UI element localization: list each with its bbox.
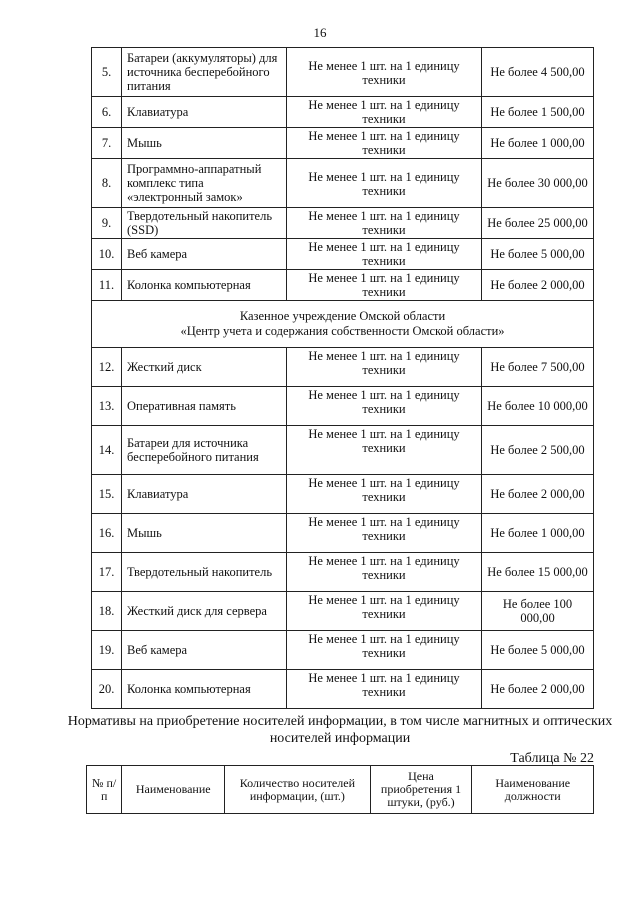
header-quantity: Количество носителей информации, (шт.) [225,766,370,814]
row-number: 18. [92,592,122,631]
section-title [92,301,594,348]
table-row [92,48,594,97]
item-price: Не более 100 000,00 [482,592,594,631]
item-name: Твердотельный накопитель (SSD) [122,208,287,239]
item-price: Не более 30 000,00 [482,159,594,208]
item-name: Веб камера [122,239,287,270]
item-price: Не более 5 000,00 [482,631,594,670]
item-price: Не более 4 500,00 [482,48,594,97]
item-name: Мышь [122,514,287,553]
row-number: 19. [92,631,122,670]
table-row [92,270,594,301]
table-row [92,348,594,387]
table-row [92,670,594,709]
page-number: 16 [313,25,327,40]
item-quantity: Не менее 1 шт. на 1 единицу техники [287,475,482,514]
row-number: 5. [92,48,122,97]
item-quantity: Не менее 1 шт. на 1 единицу техники [287,48,482,97]
section-title-line-1: Казенное учреждение Омской области [239,309,446,323]
row-number: 7. [92,128,122,159]
item-price: Не более 1 000,00 [482,128,594,159]
item-price: Не более 1 500,00 [482,97,594,128]
item-quantity: Не менее 1 шт. на 1 единицу техники [287,514,482,553]
item-price: Не более 15 000,00 [482,553,594,592]
header-position: Наименование должности [472,766,594,814]
item-name: Батареи (аккумуляторы) для источника бесперебойного питания [122,48,287,97]
table-22-header [86,765,594,814]
item-quantity: Не менее 1 шт. на 1 единицу техники [287,553,482,592]
header-price: Цена приобретения 1 штуки, (руб.) [370,766,472,814]
table-row [92,208,594,239]
header-name: Наименование [122,766,225,814]
item-name: Жесткий диск [122,348,287,387]
table-row [92,592,594,631]
row-number: 9. [92,208,122,239]
section-heading: Нормативы на приобретение носителей информации, в том числе магнитных и оптических носителей информации [67,714,613,746]
item-name: Клавиатура [122,97,287,128]
item-name: Колонка компьютерная [122,270,287,301]
header-num: № п/п [87,766,122,814]
item-price: Не более 5 000,00 [482,239,594,270]
item-name: Твердотельный накопитель [122,553,287,592]
item-quantity: Не менее 1 шт. на 1 единицу техники [287,592,482,631]
row-number: 10. [92,239,122,270]
item-quantity: Не менее 1 шт. на 1 единицу техники [287,128,482,159]
item-price: Не более 2 000,00 [482,475,594,514]
item-name: Мышь [122,128,287,159]
item-name: Программно-аппаратный комплекс типа «электронный замок» [122,159,287,208]
item-quantity: Не менее 1 шт. на 1 единицу техники [287,631,482,670]
item-quantity: Не менее 1 шт. на 1 единицу техники [287,670,482,709]
item-name: Колонка компьютерная [122,670,287,709]
table-row [92,97,594,128]
item-quantity: Не менее 1 шт. на 1 единицу техники [287,348,482,387]
table-row [92,128,594,159]
table-row [92,426,594,475]
item-price: Не более 2 000,00 [482,270,594,301]
item-quantity: Не менее 1 шт. на 1 единицу техники [287,97,482,128]
section-title-line-2: «Центр учета и содержания собственности Омской области» [180,324,505,338]
row-number: 6. [92,97,122,128]
row-number: 20. [92,670,122,709]
section-row [92,301,594,348]
row-number: 8. [92,159,122,208]
header-row [87,766,594,814]
table-row [92,239,594,270]
item-quantity: Не менее 1 шт. на 1 единицу техники [287,387,482,426]
item-price: Не более 2 000,00 [482,670,594,709]
item-quantity: Не менее 1 шт. на 1 единицу техники [287,208,482,239]
item-name: Жесткий диск для сервера [122,592,287,631]
item-price: Не более 7 500,00 [482,348,594,387]
norms-table [91,47,594,709]
item-quantity: Не менее 1 шт. на 1 единицу техники [287,159,482,208]
row-number: 15. [92,475,122,514]
item-quantity: Не менее 1 шт. на 1 единицу техники [287,239,482,270]
row-number: 17. [92,553,122,592]
row-number: 11. [92,270,122,301]
item-name: Батареи для источника бесперебойного питания [122,426,287,475]
table-row [92,631,594,670]
item-price: Не более 1 000,00 [482,514,594,553]
table-row [92,159,594,208]
item-quantity: Не менее 1 шт. на 1 единицу техники [287,426,482,475]
table-row [92,387,594,426]
row-number: 13. [92,387,122,426]
item-price: Не более 25 000,00 [482,208,594,239]
row-number: 16. [92,514,122,553]
row-number: 14. [92,426,122,475]
item-quantity: Не менее 1 шт. на 1 единицу техники [287,270,482,301]
table-label: Таблица № 22 [510,751,594,766]
table-row [92,553,594,592]
item-name: Веб камера [122,631,287,670]
row-number: 12. [92,348,122,387]
item-name: Оперативная память [122,387,287,426]
table-row [92,514,594,553]
item-price: Не более 2 500,00 [482,426,594,475]
table-row [92,475,594,514]
item-price: Не более 10 000,00 [482,387,594,426]
item-name: Клавиатура [122,475,287,514]
